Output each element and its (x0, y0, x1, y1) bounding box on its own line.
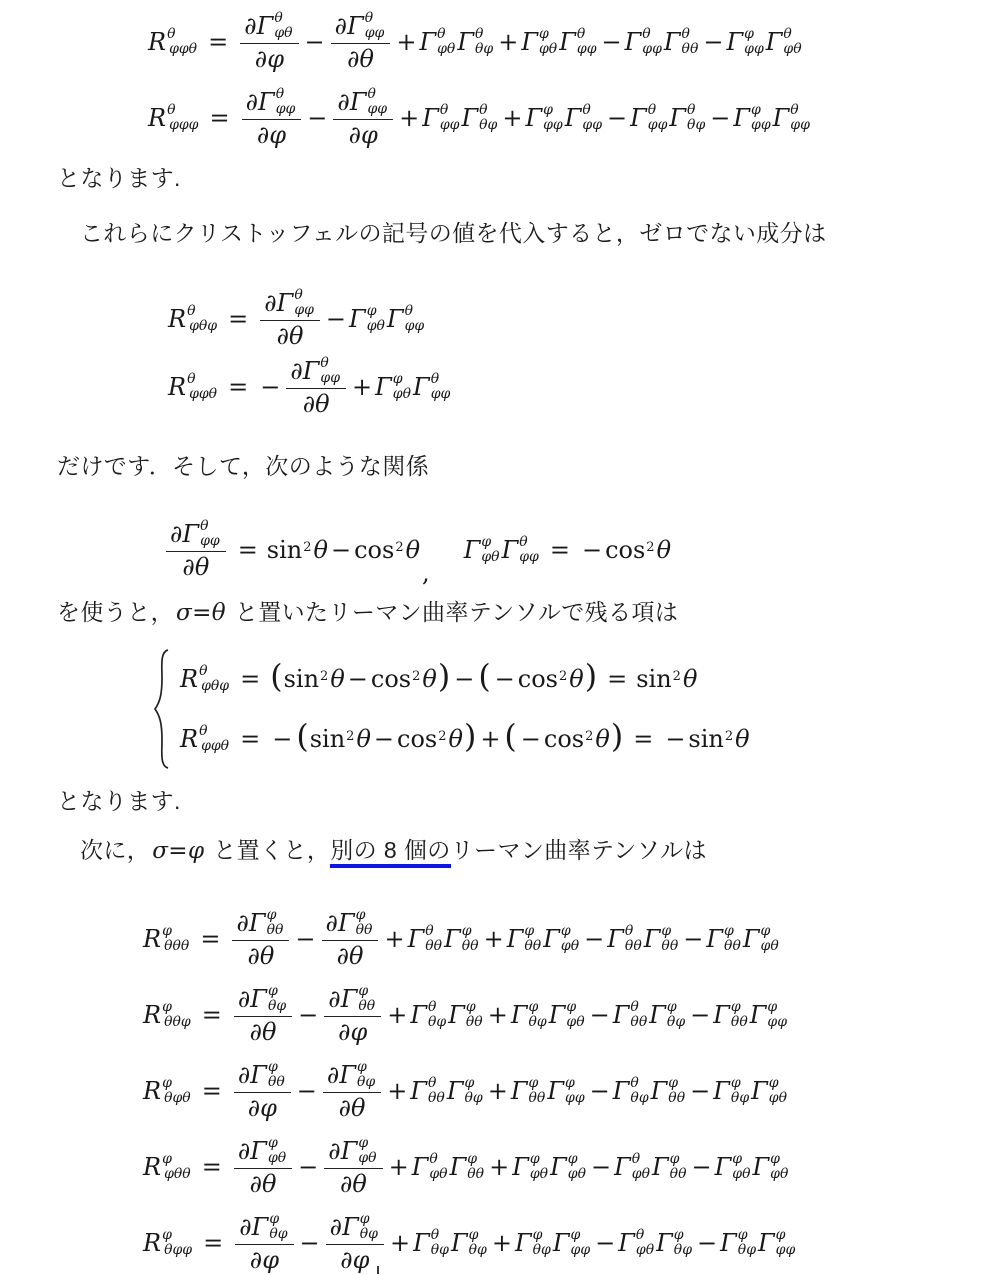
fraction: ∂ Γ φ θφ ∂θ (234, 984, 292, 1046)
text-run: となります. (57, 165, 181, 191)
christoffel-symbol: Γ φ θφ (649, 998, 686, 1030)
riemann-symbol: R φ θφφ (143, 1226, 193, 1258)
christoffel-symbol: Γ φ φθ (543, 922, 580, 954)
christoffel-symbol: Γ θ θφ (410, 998, 447, 1030)
christoffel-symbol: Γ φ φφ (547, 1074, 585, 1106)
equation-r-phi-thetathetatheta: R φ θθθ = ∂ Γ φ θθ ∂θ − ∂ Γ φ θθ ∂θ + Γ θ θθ Γ φ θθ + Γ φ θθ Γ φ φθ − Γ θ θθ Γ φ θθ − Γ φ θθ Γ φ φθ (143, 906, 779, 971)
inline-math-sigma-theta: σ=θ (176, 600, 227, 626)
christoffel-symbol: Γ θ φθ (256, 9, 293, 41)
christoffel-symbol: Γ θ θφ (413, 1226, 449, 1258)
christoffel-symbol: Γ φ φφ (552, 1226, 591, 1258)
christoffel-symbol: Γ φ φθ (521, 25, 558, 57)
paragraph-tonarimasu-2 (57, 787, 181, 817)
christoffel-symbol: Γ θ θθ (612, 998, 648, 1030)
christoffel-symbol: Γ φ φθ (349, 302, 385, 334)
christoffel-symbol: Γ φ φφ (726, 25, 764, 57)
christoffel-symbol: Γ θ φφ (258, 85, 296, 117)
riemann-symbol: R θ φθφ (168, 302, 218, 334)
christoffel-symbol: Γ θ φφ (347, 9, 385, 41)
equation-r-theta-phiphiphi: R θ φφφ = ∂ Γ θ φφ ∂φ − ∂ Γ θ φφ ∂φ + Γ θ φφ Γ θ θφ + Γ φ φφ Γ θ φφ − Γ θ φφ Γ θ θφ − Γ φ φφ Γ θ φφ (148, 85, 810, 150)
equation-r-theta-phithetaphi: R θ φθφ = ∂ Γ θ φφ ∂θ − Γ φ φθ Γ θ φφ (168, 286, 425, 351)
riemann-symbol: R θ φφθ (168, 370, 218, 402)
christoffel-symbol: Γ φ θθ (340, 982, 376, 1014)
christoffel-symbol: Γ φ θφ (342, 1210, 378, 1242)
equation-group-braced-system (152, 648, 750, 770)
fraction: ∂ Γ φ φθ ∂θ (234, 1136, 292, 1198)
christoffel-symbol: Γ θ φφ (630, 101, 668, 133)
christoffel-symbol: Γ φ θθ (444, 922, 479, 954)
fraction: ∂ Γ θ φφ ∂θ (286, 356, 346, 418)
text-run: だけです．そして，次のような関係 (57, 453, 430, 479)
equation-r-phi-thetathetaphi: R φ θθφ = ∂ Γ φ θφ ∂θ − ∂ Γ φ θθ ∂φ + Γ θ θφ Γ φ θθ + Γ φ θφ Γ φ φθ − Γ θ θθ Γ φ θφ − Γ φ θθ Γ φ φφ (143, 982, 788, 1047)
christoffel-symbol: Γ φ θθ (449, 1150, 485, 1182)
christoffel-symbol: Γ φ θθ (650, 1074, 686, 1106)
christoffel-symbol: Γ φ θθ (652, 1150, 687, 1182)
christoffel-symbol: Γ θ φφ (501, 533, 539, 565)
riemann-symbol: R φ θφθ (143, 1074, 191, 1106)
equation-sin-cos-relation: ∂ Γ θ φφ ∂θ = $\sin^2$ θ − $\cos^2$ θ , Γ φ φθ Γ θ φφ = − $\cos^2$ θ (163, 508, 671, 592)
christoffel-symbol: Γ φ θθ (713, 998, 748, 1030)
equation-group-relation (163, 508, 671, 592)
christoffel-symbol: Γ φ θθ (250, 1058, 285, 1090)
christoffel-symbol: Γ θ φφ (772, 101, 810, 133)
text-run: と置くと， (206, 837, 331, 863)
christoffel-symbol: Γ θ θφ (461, 101, 498, 133)
christoffel-symbol: Γ φ θφ (720, 1226, 757, 1258)
christoffel-symbol: Γ φ φφ (758, 1226, 796, 1258)
christoffel-symbol: Γ θ φφ (624, 25, 662, 57)
equation-result-sin2: R θ φθφ = ( $\sin^2$ θ − $\cos^2$ θ ) − ( − $\cos^2$ θ ) = $\sin^2$ θ (180, 659, 698, 695)
christoffel-symbol: Γ θ φφ (182, 517, 220, 549)
christoffel-symbol: Γ φ θφ (450, 1226, 487, 1258)
christoffel-symbol: Γ φ φθ (752, 1150, 789, 1182)
christoffel-symbol: Γ θ θθ (410, 1074, 445, 1106)
christoffel-symbol: Γ θ φφ (276, 286, 314, 318)
christoffel-symbol: Γ φ φθ (340, 1134, 377, 1166)
christoffel-symbol: Γ θ φθ (765, 25, 802, 57)
riemann-symbol: R φ θθφ (143, 998, 191, 1030)
fraction: ∂ Γ φ θφ ∂φ (326, 1212, 384, 1274)
christoffel-symbol: Γ θ φθ (618, 1226, 655, 1258)
riemann-symbol: R φ θθθ (143, 922, 190, 954)
christoffel-symbol: Γ φ θφ (251, 1210, 288, 1242)
christoffel-symbol: Γ φ φθ (550, 1150, 586, 1182)
inline-math-sigma-phi: σ=φ (152, 838, 205, 864)
christoffel-symbol: Γ φ θφ (339, 1058, 376, 1090)
equation-group-r-theta-full (148, 8, 812, 152)
christoffel-symbol: Γ φ θθ (248, 906, 284, 938)
fraction: ∂ Γ θ φφ ∂θ (166, 519, 226, 581)
equation-group-r-phi-full (143, 905, 797, 1275)
christoffel-symbol: Γ φ θφ (713, 1074, 750, 1106)
christoffel-symbol: Γ φ θθ (448, 998, 483, 1030)
text-run: これらにクリストッフェルの記号の値を代入すると，ゼロでない成分は (80, 220, 827, 246)
equation-r-phi-thetaphitheta: R φ θφθ = ∂ Γ φ θθ ∂φ − ∂ Γ φ θφ ∂θ + Γ θ θθ Γ φ θφ + Γ φ θθ Γ φ φφ − Γ θ θφ Γ φ θθ − Γ φ θφ Γ φ φθ (143, 1058, 788, 1123)
christoffel-symbol: Γ θ φφ (302, 354, 341, 386)
christoffel-symbol: Γ φ φθ (250, 1134, 287, 1166)
christoffel-symbol: Γ θ φφ (564, 101, 602, 133)
christoffel-symbol: Γ φ φθ (714, 1150, 751, 1182)
christoffel-symbol: Γ φ φθ (512, 1150, 549, 1182)
fraction: ∂ Γ φ θφ ∂θ (323, 1060, 381, 1122)
fraction: ∂ Γ φ φθ ∂θ (324, 1136, 382, 1198)
christoffel-symbol: Γ φ θθ (337, 906, 373, 938)
riemann-symbol: R θ φφφ (148, 101, 199, 133)
fraction: ∂ Γ φ θθ ∂θ (322, 908, 379, 970)
christoffel-symbol: Γ θ φφ (559, 25, 597, 57)
text-run: リーマン曲率テンソルは (450, 837, 707, 863)
riemann-symbol: R φ φθθ (143, 1150, 191, 1182)
christoffel-symbol: Γ φ θφ (514, 1226, 551, 1258)
equation-group-nonzero (168, 287, 452, 419)
scan-artifact-mark (377, 1266, 379, 1274)
christoffel-symbol: Γ φ φθ (375, 370, 412, 402)
christoffel-symbol: Γ φ θθ (706, 922, 741, 954)
christoffel-symbol: Γ φ θφ (510, 998, 547, 1030)
christoffel-symbol: Γ θ θθ (607, 922, 642, 954)
fraction: ∂ Γ θ φφ ∂φ (242, 87, 302, 149)
fraction: ∂ Γ φ θθ ∂θ (232, 908, 289, 970)
christoffel-symbol: Γ θ φφ (413, 370, 451, 402)
christoffel-symbol: Γ φ θθ (506, 922, 542, 954)
christoffel-symbol: Γ φ φφ (749, 998, 788, 1030)
text-run: 次に， (80, 837, 151, 863)
paragraph-dakedesu (57, 452, 429, 482)
equation-r-theta-phiphitheta-2: R θ φφθ = − ∂ Γ θ φφ ∂θ + Γ φ φθ Γ θ φφ (168, 354, 451, 419)
paragraph-christoffel (80, 219, 827, 249)
christoffel-symbol: Γ φ φθ (751, 1074, 788, 1106)
riemann-symbol: R θ φφθ (148, 25, 198, 57)
riemann-symbol: R θ φθφ (180, 662, 230, 694)
system-brace-icon (152, 648, 172, 770)
christoffel-symbol: Γ φ φθ (548, 998, 585, 1030)
riemann-symbol: R θ φφθ (180, 722, 230, 754)
christoffel-symbol: Γ φ φθ (463, 533, 500, 565)
text-run: を使うと， (57, 599, 174, 625)
fraction: ∂ Γ θ φθ ∂φ (240, 11, 298, 73)
fraction: ∂ Γ φ θφ ∂φ (235, 1212, 293, 1274)
equation-r-phi-phithetatheta: R φ φθθ = ∂ Γ φ φθ ∂θ − ∂ Γ φ φθ ∂θ + Γ θ φθ Γ φ θθ + Γ φ φθ Γ φ φθ − Γ θ φθ Γ φ θθ − Γ φ φθ Γ φ φθ (143, 1134, 789, 1199)
christoffel-symbol: Γ θ φθ (614, 1150, 650, 1182)
fraction: ∂ Γ θ φφ ∂φ (333, 87, 393, 149)
christoffel-symbol: Γ θ φφ (349, 85, 388, 117)
christoffel-symbol: Γ θ φθ (411, 1150, 448, 1182)
christoffel-symbol: Γ φ θφ (250, 982, 287, 1014)
christoffel-symbol: Γ φ φφ (733, 101, 771, 133)
christoffel-symbol: Γ φ φφ (525, 101, 563, 133)
christoffel-symbol: Γ φ φθ (742, 922, 779, 954)
christoffel-symbol: Γ θ φφ (386, 302, 425, 334)
equation-r-phi-thetaphiphi: R φ θφφ = ∂ Γ φ θφ ∂φ − ∂ Γ φ θφ ∂φ + Γ θ θφ Γ φ θφ + Γ φ θφ Γ φ φφ − Γ θ φθ Γ φ θφ − Γ φ θφ Γ φ φφ (143, 1210, 796, 1275)
paragraph-tonarimasu-1 (57, 164, 181, 194)
christoffel-symbol: Γ θ θθ (663, 25, 699, 57)
christoffel-symbol: Γ θ φφ (422, 101, 460, 133)
christoffel-symbol: Γ θ φθ (419, 25, 456, 57)
paragraph-sigma-theta (57, 598, 678, 628)
underlined-text: 別の 8 個の (330, 837, 450, 868)
christoffel-symbol: Γ φ θθ (643, 922, 679, 954)
fraction: ∂ Γ φ θθ ∂φ (324, 984, 381, 1046)
fraction: ∂ Γ φ θθ ∂φ (234, 1060, 291, 1122)
text-run: と置いたリーマン曲率テンソルで残る項は (228, 599, 679, 625)
christoffel-symbol: Γ θ θφ (669, 101, 706, 133)
christoffel-symbol: Γ φ θφ (656, 1226, 693, 1258)
fraction: ∂ Γ θ φφ ∂θ (331, 11, 391, 73)
fraction: ∂ Γ θ φφ ∂θ (260, 288, 320, 350)
equation-r-theta-phiphitheta: R θ φφθ = ∂ Γ θ φθ ∂φ − ∂ Γ θ φφ ∂θ + Γ θ φθ Γ θ θφ + Γ φ φθ Γ θ φφ − Γ θ φφ Γ θ θθ − Γ φ φφ Γ θ φθ (148, 9, 802, 74)
paragraph-sigma-phi (80, 836, 707, 868)
christoffel-symbol: Γ θ θφ (612, 1074, 649, 1106)
christoffel-symbol: Γ θ θθ (407, 922, 443, 954)
christoffel-symbol: Γ φ θφ (446, 1074, 483, 1106)
christoffel-symbol: Γ θ θφ (457, 25, 494, 57)
text-run: となります. (57, 788, 181, 814)
christoffel-symbol: Γ φ θθ (510, 1074, 546, 1106)
equation-result-neg-sin2: R θ φφθ = − ( $\sin^2$ θ − $\cos^2$ θ ) + ( − $\cos^2$ θ ) = − $\sin^2$ θ (180, 719, 750, 755)
